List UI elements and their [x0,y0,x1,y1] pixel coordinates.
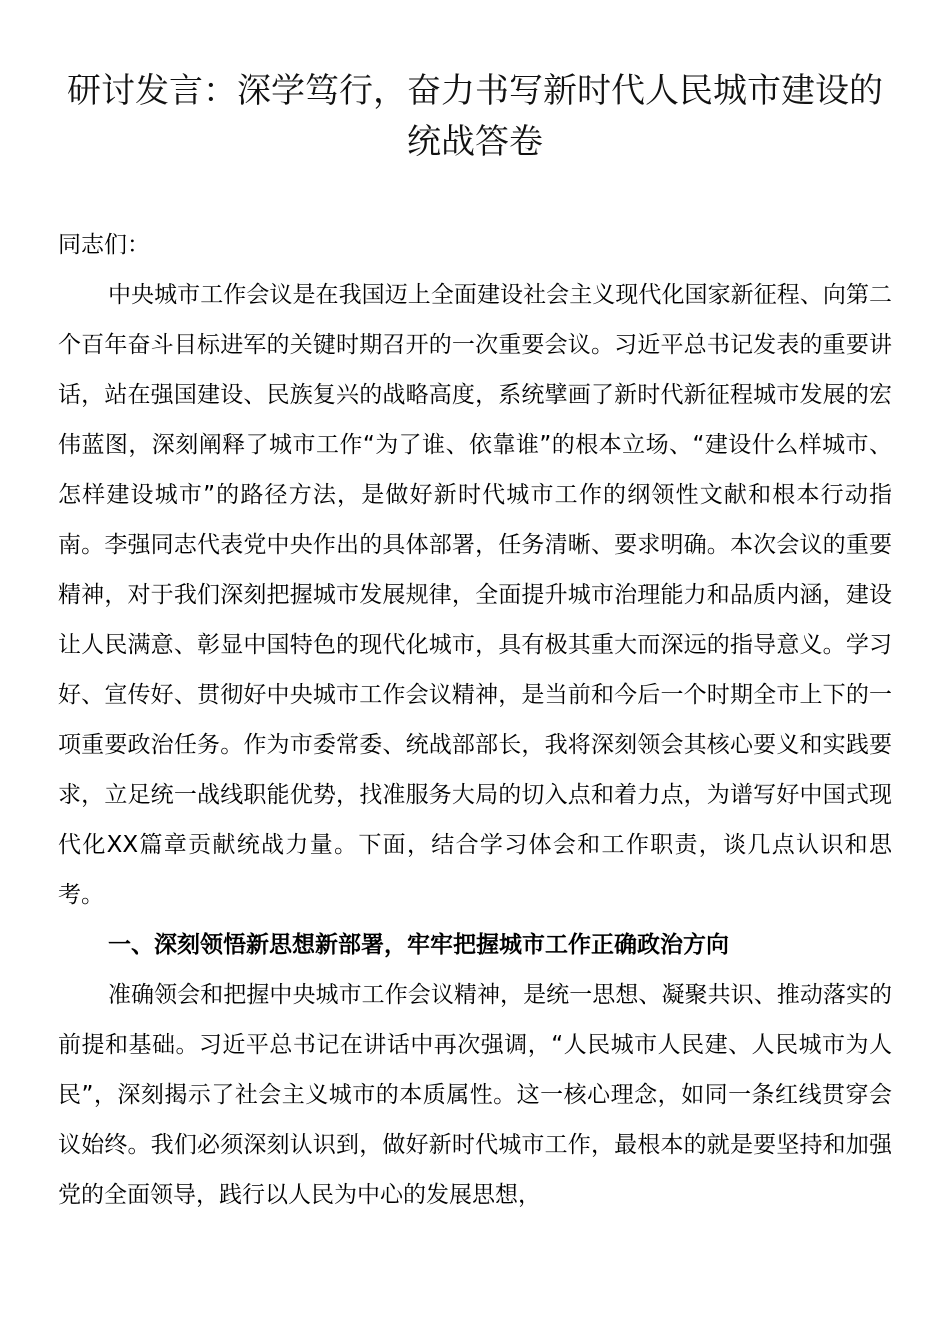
section-paragraph: 准确领会和把握中央城市工作会议精神，是统一思想、凝聚共识、推动落实的前提和基础。习近平总书记在讲话中再次强调，“人民城市人民建、人民城市为人民”，深刻揭示了社会主义城市的本质属性。这一核心理念，如同一条红线贯穿会议始终。我们必须深刻认识到，做好新时代城市工作，最根本的就是要坚持和加强党的全面领导，践行以人民为中心的发展思想， [58,982,892,1208]
section-heading: 一、深刻领悟新思想新部署，牢牢把握城市工作正确政治方向 [108,932,729,958]
document-title: 研讨发言：深学笃行，奋力书写新时代人民城市建设的统战答卷 [67,71,883,162]
salutation: 同志们： [58,232,150,258]
document-body [58,220,892,1220]
intro-paragraph: 中央城市工作会议是在我国迈上全面建设社会主义现代化国家新征程、向第二个百年奋斗目标进军的关键时期召开的一次重要会议。习近平总书记发表的重要讲话，站在强国建设、民族复兴的战略高度，系统擘画了新时代新征程城市发展的宏伟蓝图，深刻阐释了城市工作“为了谁、依靠谁”的根本立场、“建设什么样城市、怎样建设城市”的路径方法，是做好新时代城市工作的纲领性文献和根本行动指南。李强同志代表党中央作出的具体部署，任务清晰、要求明确。本次会议的重要精神，对于我们深刻把握城市发展规律，全面提升城市治理能力和品质内涵，建设让人民满意、彰显中国特色的现代化城市，具有极其重大而深远的指导意义。学习好、宣传好、贯彻好中央城市工作会议精神，是当前和今后一个时期全市上下的一项重要政治任务。作为市委常委、统战部部长，我将深刻领会其核心要义和实践要求，立足统一战线职能优势，找准服务大局的切入点和着力点，为谱写好中国式现代化XX篇章贡献统战力量。下面，结合学习体会和工作职责，谈几点认识和思考。 [58,282,892,908]
